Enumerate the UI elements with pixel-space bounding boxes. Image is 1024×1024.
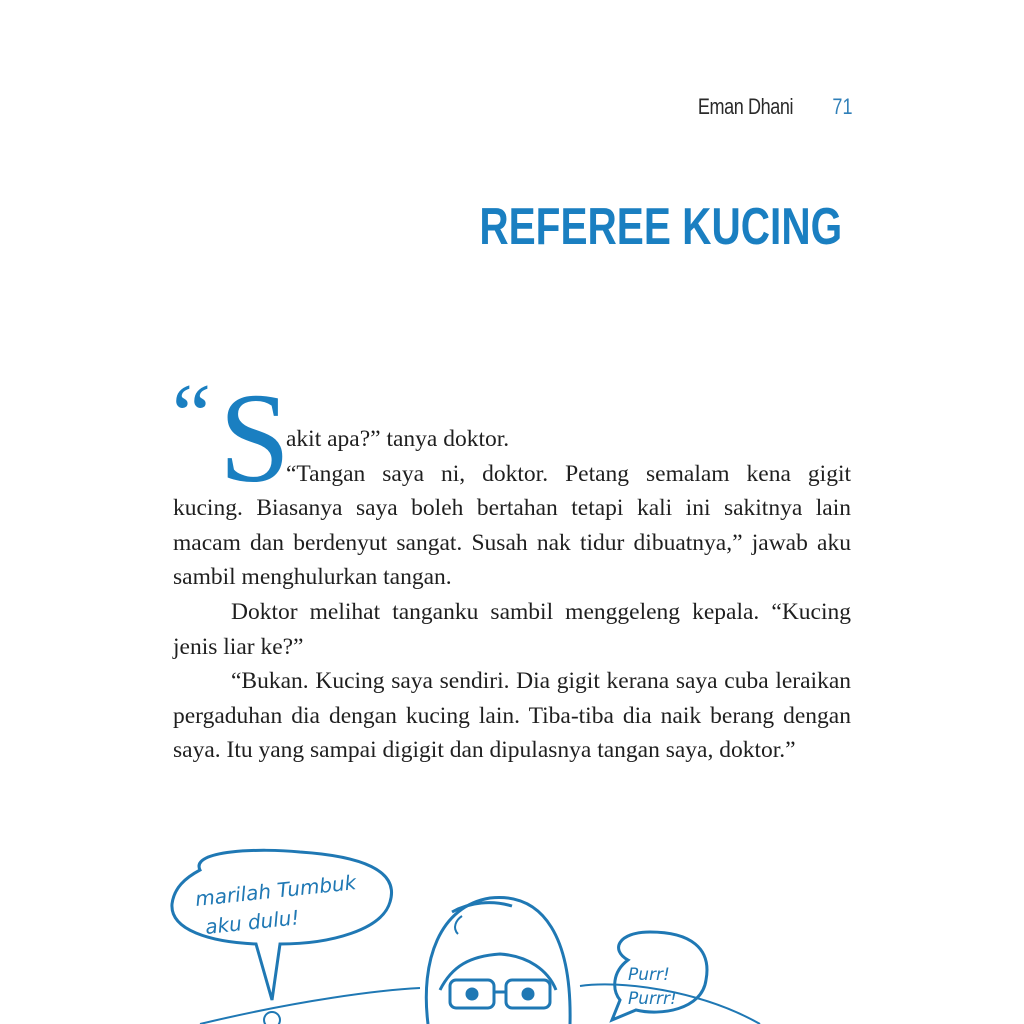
- bubble-left-line1: marilah Tumbuk: [194, 870, 358, 911]
- sketch-detail: [264, 1012, 280, 1024]
- sketch-line-left: [200, 988, 420, 1024]
- paragraph-4: “Bukan. Kucing saya sendiri. Dia gigit kerana saya cuba leraikan pergaduhan dia dengan kucing lain. Tiba-tiba dia naik berang dengan saya. Itu yang sampai digigit dan dipulasnya tangan saya, doktor.”: [173, 668, 851, 764]
- paragraph-2-rest: kucing. Biasanya saya boleh bertahan tetapi kali ini sakitnya lain macam dan berdenyut sangat. Susah nak tidur dibuatnya,” jawab aku sambil menghulurkan tangan.: [173, 495, 851, 591]
- running-header: [677, 94, 852, 120]
- dropcap-quote-mark: “: [172, 367, 212, 464]
- dropcap-letter: S: [219, 367, 291, 509]
- paragraph-2-first-line: “Tangan saya ni, doktor. Petang semalam kena gigit: [286, 460, 851, 487]
- illustration: [0, 840, 1024, 1024]
- chapter-title: REFEREE KUCING: [479, 198, 842, 256]
- bubble-left-line2: aku dulu!: [204, 905, 301, 939]
- character-figure: [426, 897, 570, 1024]
- body-text: [173, 422, 851, 768]
- paragraph-1: akit apa?” tanya doktor.: [286, 426, 510, 452]
- author-name: Eman Dhani: [698, 94, 794, 119]
- bubble-right-line1: Purr!: [628, 965, 670, 985]
- bubble-right-line2: Purrr!: [628, 989, 677, 1009]
- page-number: 71: [831, 94, 852, 119]
- paragraph-3: Doktor melihat tanganku sambil menggeleng kepala. “Kucing jenis liar ke?”: [173, 598, 851, 660]
